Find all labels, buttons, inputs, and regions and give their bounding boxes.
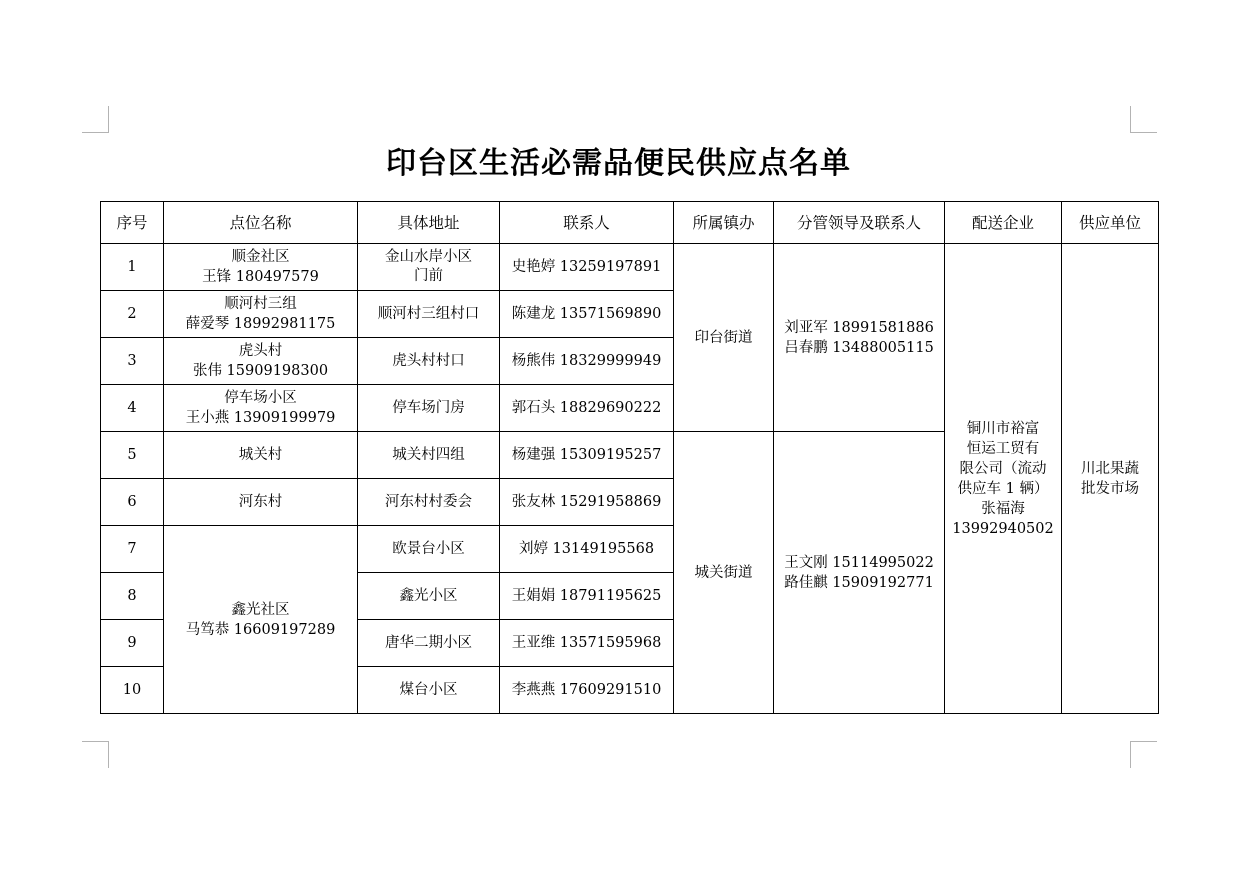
address-cell: 唐华二期小区 <box>358 620 500 667</box>
site-contact: 马笃恭 16609197289 <box>185 621 336 638</box>
site-name: 虎头村 <box>238 343 283 359</box>
supplier-cell <box>1062 244 1159 714</box>
row-index: 2 <box>101 291 164 338</box>
contact-cell: 史艳婷 13259197891 <box>500 244 674 291</box>
leader-contact: 吕春鹏 13488005115 <box>784 339 934 356</box>
header-supplier: 供应单位 <box>1062 202 1159 244</box>
district-cell-yintai: 印台街道 <box>674 244 774 432</box>
supply-point-table <box>100 201 1159 714</box>
header-district: 所属镇办 <box>674 202 774 244</box>
distributor-line: 恒运工贸有 <box>966 440 1040 457</box>
address-cell: 虎头村村口 <box>358 338 500 385</box>
site-name-cell <box>164 385 358 432</box>
contact-cell: 王亚维 13571595968 <box>500 620 674 667</box>
row-index: 6 <box>101 479 164 526</box>
row-index: 5 <box>101 432 164 479</box>
contact-cell: 李燕燕 17609291510 <box>500 667 674 714</box>
address-cell <box>358 244 500 291</box>
crop-mark-top-right <box>1130 106 1157 133</box>
row-index: 9 <box>101 620 164 667</box>
site-contact: 王锋 180497579 <box>202 269 319 285</box>
row-index: 3 <box>101 338 164 385</box>
contact-cell: 杨熊伟 18329999949 <box>500 338 674 385</box>
crop-mark-bottom-left <box>82 741 109 768</box>
site-name-cell-merged <box>164 526 358 714</box>
district-cell-chengguan: 城关街道 <box>674 432 774 714</box>
site-contact: 王小燕 13909199979 <box>185 410 336 426</box>
distributor-cell <box>945 244 1062 714</box>
contact-cell: 郭石头 18829690222 <box>500 385 674 432</box>
leaders-cell-chengguan <box>774 432 945 714</box>
contact-cell: 王娟娟 18791195625 <box>500 573 674 620</box>
row-index: 4 <box>101 385 164 432</box>
row-index: 7 <box>101 526 164 573</box>
row-index: 1 <box>101 244 164 291</box>
distributor-line: 供应车 1 辆） <box>957 480 1049 497</box>
row-index: 10 <box>101 667 164 714</box>
site-name: 停车场小区 <box>224 390 297 406</box>
address-line: 门前 <box>414 268 443 284</box>
site-name: 顺金社区 <box>231 249 290 265</box>
row-index: 8 <box>101 573 164 620</box>
distributor-line: 铜川市裕富 <box>966 420 1040 437</box>
contact-cell: 杨建强 15309195257 <box>500 432 674 479</box>
site-contact: 薛爱琴 18992981175 <box>185 316 336 332</box>
supplier-line: 川北果蔬 <box>1081 460 1139 477</box>
address-cell: 煤台小区 <box>358 667 500 714</box>
site-name: 顺河村三组 <box>224 296 297 312</box>
distributor-line: 限公司（流动 <box>959 460 1047 477</box>
leaders-cell-yintai <box>774 244 945 432</box>
contact-cell: 刘婷 13149195568 <box>500 526 674 573</box>
header-contact: 联系人 <box>500 202 674 244</box>
supplier-line: 批发市场 <box>1081 480 1139 497</box>
leader-contact: 刘亚军 18991581886 <box>784 319 934 336</box>
crop-mark-top-left <box>82 106 109 133</box>
distributor-line: 13992940502 <box>952 520 1054 537</box>
header-address: 具体地址 <box>358 202 500 244</box>
contact-cell: 陈建龙 13571569890 <box>500 291 674 338</box>
header-site-name: 点位名称 <box>164 202 358 244</box>
address-cell: 鑫光小区 <box>358 573 500 620</box>
site-name-cell <box>164 244 358 291</box>
contact-cell: 张友林 15291958869 <box>500 479 674 526</box>
site-name-cell <box>164 291 358 338</box>
site-contact: 张伟 15909198300 <box>192 363 329 379</box>
site-name: 鑫光社区 <box>231 601 290 618</box>
address-cell: 停车场门房 <box>358 385 500 432</box>
address-cell: 河东村村委会 <box>358 479 500 526</box>
address-cell: 欧景台小区 <box>358 526 500 573</box>
header-distributor: 配送企业 <box>945 202 1062 244</box>
table-header-row <box>101 202 1159 244</box>
header-index: 序号 <box>101 202 164 244</box>
crop-mark-bottom-right <box>1130 741 1157 768</box>
address-cell: 顺河村三组村口 <box>358 291 500 338</box>
address-line: 金山水岸小区 <box>385 249 472 265</box>
address-cell: 城关村四组 <box>358 432 500 479</box>
header-leaders: 分管领导及联系人 <box>774 202 945 244</box>
leader-contact: 路佳麒 15909192771 <box>784 574 934 591</box>
site-name-cell: 河东村 <box>164 479 358 526</box>
distributor-line: 张福海 <box>981 500 1025 517</box>
site-name-cell <box>164 338 358 385</box>
document-title: 印台区生活必需品便民供应点名单 <box>386 146 851 181</box>
site-name-cell: 城关村 <box>164 432 358 479</box>
table-row <box>101 244 1159 291</box>
leader-contact: 王文刚 15114995022 <box>784 554 934 571</box>
